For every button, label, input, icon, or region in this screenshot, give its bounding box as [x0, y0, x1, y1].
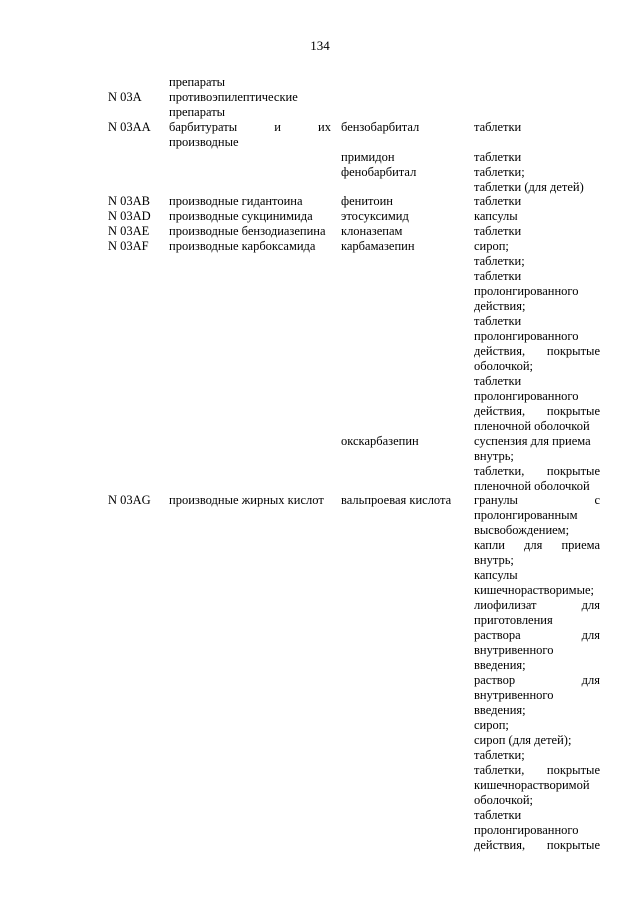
drug-name: карбамазепин: [341, 239, 415, 253]
word: высвобождением;: [474, 523, 570, 537]
form-line: [474, 389, 600, 404]
form-line: [474, 120, 600, 135]
group-name: [169, 493, 331, 508]
word: пролонгированным: [474, 508, 578, 522]
form-line: [474, 703, 600, 718]
form-line: [474, 553, 600, 568]
word: действия;: [474, 299, 526, 313]
drug-name: клоназепам: [341, 224, 403, 238]
form-line: [474, 508, 600, 523]
word: покрытые: [546, 404, 600, 418]
drug-name: окскарбазепин: [341, 434, 419, 448]
atc-code: N 03AB: [108, 194, 151, 208]
form-line: [474, 643, 600, 658]
form-line: [474, 419, 600, 434]
drug-name: примидон: [341, 150, 395, 164]
atc-code: N 03AD: [108, 209, 151, 223]
word: противоэпилептические: [169, 90, 298, 104]
word: таблетки: [474, 120, 522, 134]
form-line: [474, 793, 600, 808]
drug-name: фенитоин: [341, 194, 393, 208]
word: таблетки (для детей): [474, 180, 584, 194]
form-line: [474, 628, 600, 643]
form-line: [474, 180, 600, 195]
word: производные бензодиазепина: [169, 224, 326, 238]
form-line: [474, 479, 600, 494]
word: таблетки: [474, 150, 522, 164]
word: покрытые: [546, 838, 600, 852]
form-line: [474, 658, 600, 673]
group-line: [169, 194, 331, 209]
form-line: [474, 538, 600, 553]
form-line: [474, 194, 600, 209]
word: раствор: [474, 673, 516, 687]
word: таблетки;: [474, 165, 525, 179]
form-line: [474, 254, 600, 269]
word: внутрь;: [474, 449, 514, 463]
word: введения;: [474, 658, 526, 672]
word: покрытые: [546, 464, 600, 478]
word: барбитураты: [169, 120, 238, 134]
word: таблетки: [474, 224, 522, 238]
group-line: [169, 209, 331, 224]
group-line: [169, 493, 331, 508]
word: таблетки: [474, 374, 522, 388]
form-line: [474, 718, 600, 733]
dosage-forms: [474, 239, 600, 434]
dosage-forms: [474, 194, 600, 209]
dosage-forms: [474, 150, 600, 165]
form-line: [474, 583, 600, 598]
form-line: [474, 284, 600, 299]
form-line: [474, 688, 600, 703]
word: действия,: [474, 838, 526, 852]
form-line: [474, 613, 600, 628]
word: таблетки: [474, 314, 522, 328]
form-line: [474, 449, 600, 464]
word: пролонгированного: [474, 329, 579, 343]
form-line: [474, 299, 600, 314]
form-line: [474, 434, 600, 449]
word: покрытые: [546, 344, 600, 358]
dosage-forms: [474, 434, 600, 494]
word: гранулы: [474, 493, 518, 507]
group-name: [169, 209, 331, 224]
form-line: [474, 568, 600, 583]
form-line: [474, 239, 600, 254]
atc-code: N 03AA: [108, 120, 151, 134]
atc-code: N 03AG: [108, 493, 151, 507]
dosage-forms: [474, 165, 600, 195]
word: оболочкой;: [474, 793, 533, 807]
form-line: [474, 748, 600, 763]
word: таблетки: [474, 194, 522, 208]
group-name: [169, 239, 331, 254]
group-name: [169, 194, 331, 209]
drug-name: фенобарбитал: [341, 165, 417, 179]
word: сироп (для детей);: [474, 733, 572, 747]
word: сироп;: [474, 239, 509, 253]
word: для: [523, 538, 543, 552]
word: пролонгированного: [474, 284, 579, 298]
word: производные жирных кислот: [169, 493, 324, 507]
group-line: [169, 120, 331, 135]
group-line: [169, 75, 331, 90]
word: пленочной оболочкой: [474, 419, 590, 433]
form-line: [474, 778, 600, 793]
word: действия,: [474, 344, 526, 358]
word: препараты: [169, 105, 226, 119]
form-line: [474, 464, 600, 479]
drug-name: вальпроевая кислота: [341, 493, 452, 507]
form-line: [474, 763, 600, 778]
word: лиофилизат: [474, 598, 537, 612]
atc-code: N 03AF: [108, 239, 149, 253]
word: таблетки: [474, 808, 522, 822]
word: приготовления: [474, 613, 553, 627]
form-line: [474, 673, 600, 688]
word: капли: [474, 538, 505, 552]
word: пролонгированного: [474, 823, 579, 837]
word: с: [594, 493, 600, 507]
form-line: [474, 808, 600, 823]
page-number: 134: [310, 38, 330, 53]
form-line: [474, 523, 600, 538]
form-line: [474, 733, 600, 748]
word: и: [274, 120, 281, 134]
form-line: [474, 224, 600, 239]
drug-name: бензобарбитал: [341, 120, 420, 134]
word: таблетки,: [474, 464, 525, 478]
form-line: [474, 329, 600, 344]
word: их: [318, 120, 331, 134]
word: внутрь;: [474, 553, 514, 567]
form-line: [474, 209, 600, 224]
word: покрытые: [546, 763, 600, 777]
word: производные гидантоина: [169, 194, 303, 208]
drug-name: этосуксимид: [341, 209, 409, 223]
atc-code: N 03A: [108, 90, 142, 104]
word: таблетки;: [474, 748, 525, 762]
word: суспензия для приема: [474, 434, 591, 448]
word: производные: [169, 135, 239, 149]
word: введения;: [474, 703, 526, 717]
word: кишечнорастворимые;: [474, 583, 594, 597]
word: кишечнорастворимой: [474, 778, 590, 792]
word: таблетки,: [474, 763, 525, 777]
atc-code: N 03AE: [108, 224, 150, 238]
word: действия,: [474, 404, 526, 418]
group-line: [169, 105, 331, 120]
word: оболочкой;: [474, 359, 533, 373]
group-name: [169, 224, 331, 239]
word: производные карбоксамида: [169, 239, 316, 253]
form-line: [474, 314, 600, 329]
group-line: [169, 239, 331, 254]
word: пролонгированного: [474, 389, 579, 403]
word: таблетки;: [474, 254, 525, 268]
word: для: [581, 673, 600, 687]
dosage-forms: [474, 120, 600, 135]
word: раствора: [474, 628, 521, 642]
form-line: [474, 359, 600, 374]
word: пленочной оболочкой: [474, 479, 590, 493]
form-line: [474, 493, 600, 508]
group-line: [169, 90, 331, 105]
group-line: [169, 135, 331, 150]
form-line: [474, 404, 600, 419]
form-line: [474, 344, 600, 359]
word: внутривенного: [474, 688, 554, 702]
word: таблетки: [474, 269, 522, 283]
group-line: [169, 224, 331, 239]
form-line: [474, 165, 600, 180]
dosage-forms: [474, 493, 600, 853]
word: препараты: [169, 75, 226, 89]
word: для: [581, 628, 600, 642]
word: для: [581, 598, 600, 612]
word: капсулы: [474, 568, 518, 582]
word: капсулы: [474, 209, 518, 223]
word: внутривенного: [474, 643, 554, 657]
form-line: [474, 598, 600, 613]
word: сироп;: [474, 718, 509, 732]
word: приема: [561, 538, 600, 552]
form-line: [474, 374, 600, 389]
form-line: [474, 150, 600, 165]
dosage-forms: [474, 209, 600, 224]
form-line: [474, 823, 600, 838]
dosage-forms: [474, 224, 600, 239]
form-line: [474, 269, 600, 284]
word: производные сукцинимида: [169, 209, 313, 223]
group-name: [169, 75, 331, 120]
form-line: [474, 838, 600, 853]
group-name: [169, 120, 331, 150]
